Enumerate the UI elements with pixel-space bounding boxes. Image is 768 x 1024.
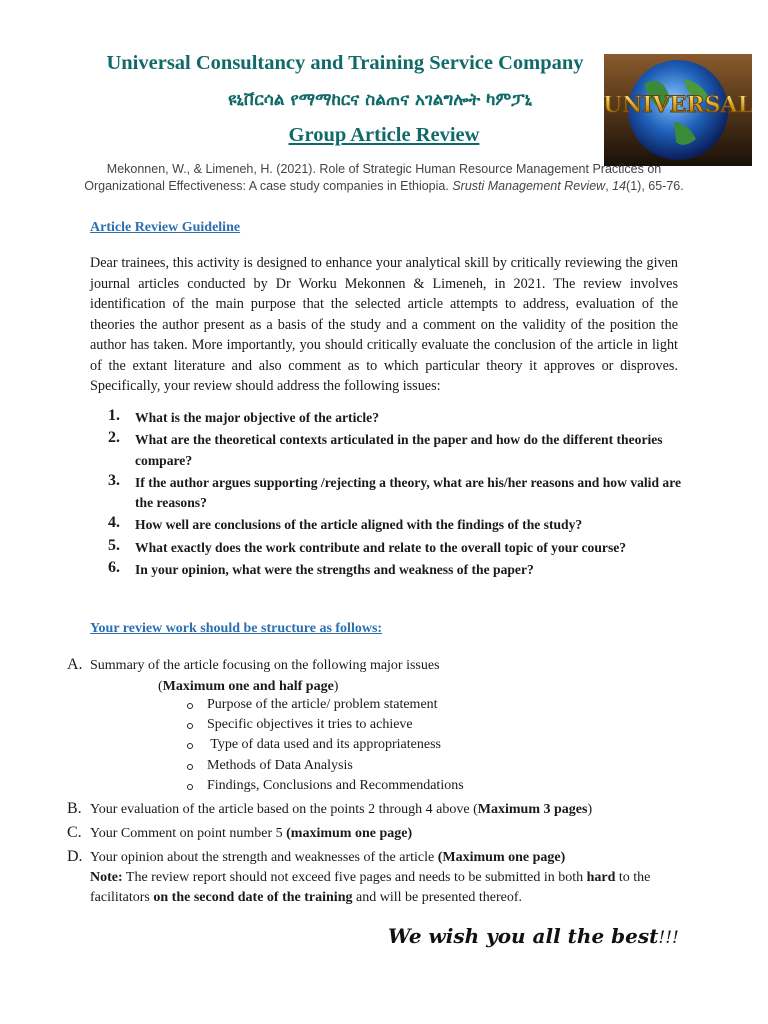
page-limit: Maximum one and half page [162, 679, 334, 694]
paren-open: ( [158, 679, 163, 694]
section-letter: C. [67, 824, 82, 841]
closing-text: We wish you all the best [388, 924, 659, 948]
section-letter: B. [67, 800, 82, 817]
question-item [108, 408, 688, 428]
question-item [108, 515, 688, 535]
page-limit: Maximum 3 pages [477, 802, 588, 817]
section-c-text [90, 824, 690, 844]
article-citation [84, 161, 684, 195]
company-title: Universal Consultancy and Training Service Company [106, 52, 584, 74]
question-number: 5. [108, 536, 120, 554]
question-text: What are the theoretical contexts articulated in the paper and how do the different theories compare? [135, 432, 663, 468]
section-a-limit [158, 677, 758, 697]
citation-journal: Srusti Management Review [452, 179, 606, 193]
question-text: What is the major objective of the article? [135, 410, 379, 425]
guideline-heading: Article Review Guideline [90, 220, 241, 235]
closing-message [388, 924, 679, 948]
note-text: to the facilitators [90, 870, 651, 905]
bullet-item: Type of data used and its appropriateness [185, 735, 464, 755]
question-item [108, 560, 688, 580]
paren-close: ) [333, 679, 339, 694]
question-text: What exactly does the work contribute and relate to the overall topic of your course? [135, 539, 627, 555]
note-text: The review report should not exceed five pages and needs to be submitted in both [122, 870, 587, 885]
structure-heading: Your review work should be structure as follows: [90, 621, 383, 636]
section-a-text: Summary of the article focusing on the following major issues [90, 658, 440, 673]
citation-issue: (1), 65-76. [626, 179, 684, 193]
section-d-body: Your opinion about the strength and weaknesses of the article [90, 850, 438, 865]
question-number: 3. [108, 471, 120, 489]
section-c-body: Your Comment on point number 5 [90, 826, 287, 841]
note-text: and will be presented thereof. [352, 890, 522, 905]
page-limit: (maximum one page) [286, 826, 413, 841]
note-emphasis: hard [586, 870, 616, 885]
section-d-text [90, 848, 690, 868]
section-b-text [90, 800, 690, 820]
document-title: Group Article Review [288, 124, 480, 146]
question-number: 4. [108, 514, 120, 532]
closing-exclamations: !!! [658, 928, 679, 948]
section-b-body: Your evaluation of the article based on the points 2 through 4 above ( [90, 802, 478, 817]
note-paragraph [90, 868, 690, 908]
company-title-amharic: ዩኒቨርሳል የማማከርና ስልጠና አገልግሎት ካምፓኒ [227, 90, 533, 110]
citation-separator: , [605, 179, 613, 193]
logo-wordmark: UNIVERSAL [604, 92, 752, 118]
citation-volume: 14 [612, 179, 627, 193]
question-list [108, 408, 688, 582]
bullet-item: Methods of Data Analysis [185, 756, 464, 776]
question-number: 1. [108, 407, 120, 424]
note-label: Note: [90, 870, 123, 885]
question-item [108, 473, 688, 514]
bullet-item: Specific objectives it tries to achieve [185, 715, 464, 735]
page-limit: (Maximum one page) [437, 850, 566, 865]
question-item [108, 430, 688, 471]
bullet-item: Purpose of the article/ problem statement [185, 695, 464, 715]
citation-authors: Mekonnen, W., & Limeneh, H. (2021). Role of Strategic Human Resource Management Practices on Organizational Effectiveness: A case study companies in Ethiopia. [84, 162, 662, 193]
universal-logo [604, 54, 752, 166]
summary-bullet-list [185, 695, 464, 796]
question-text: If the author argues supporting /rejecting a theory, what are his/her reasons and how valid are the reasons? [135, 474, 682, 511]
question-text: In your opinion, what were the strengths and weakness of the paper? [135, 562, 534, 578]
intro-paragraph: Dear trainees, this activity is designed to enhance your analytical skill by critically reviewing the given journal articles conducted by Dr Worku Mekonnen & Limeneh, in 2021. The review involves identification of the main purpose that the selected article attempts to address, evaluation of the theories the author present as a basis of the study and a comment on the validity of the position the author has taken. More importantly, you should critically evaluate the conclusion of the article in light of the extant literature and also comment as to which particular theory it approves or disproves. Specifically, your review should address the following issues: [90, 255, 678, 394]
section-letter: D. [67, 848, 83, 865]
question-item [108, 538, 688, 558]
question-text: How well are conclusions of the article aligned with the findings of the study? [135, 517, 583, 533]
bullet-item: Findings, Conclusions and Recommendations [185, 776, 464, 796]
question-number: 6. [108, 559, 120, 577]
note-emphasis: on the second date of the training [153, 890, 353, 905]
section-letter: A. [67, 656, 83, 673]
paren-close: ) [587, 802, 593, 817]
question-number: 2. [108, 429, 120, 447]
